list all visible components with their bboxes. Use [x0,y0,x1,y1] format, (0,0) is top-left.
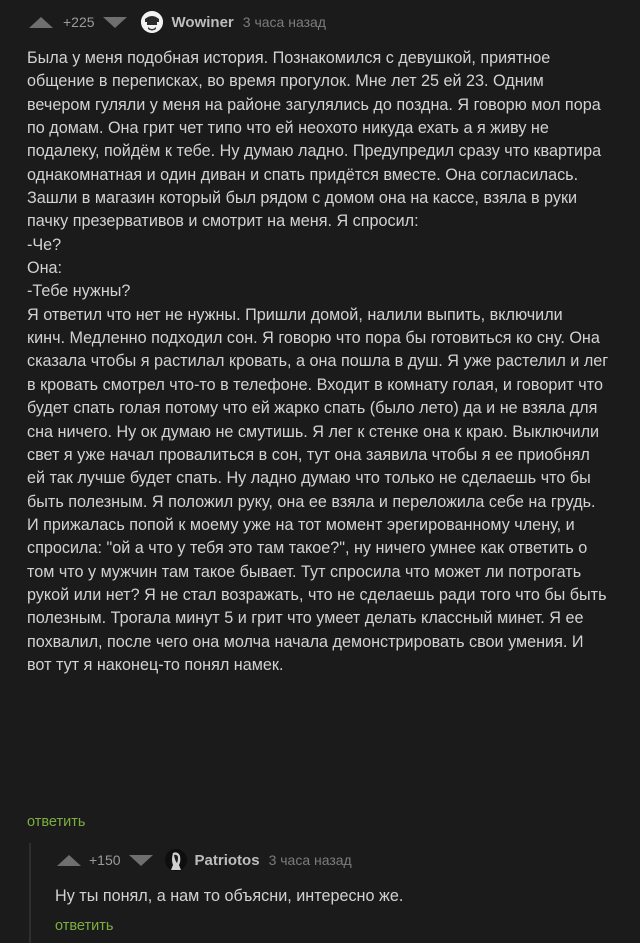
comment-header [29,10,609,34]
user-avatar[interactable] [141,11,163,33]
comment-text: Ну ты понял, а нам то объясни, интересно же. [55,887,404,905]
avatar-silhouette-icon [165,849,187,871]
downvote-arrow-icon[interactable] [129,855,153,866]
upvote-arrow-icon[interactable] [57,855,81,866]
avatar-face-icon [141,11,163,33]
comment-header [57,848,617,872]
user-avatar[interactable] [165,849,187,871]
reply-link[interactable]: ответить [55,918,114,934]
downvote-arrow-icon[interactable] [103,17,127,28]
comment-username[interactable]: Patriotos [194,851,260,869]
comment-time[interactable]: 3 часа назад [268,852,352,868]
reply-link[interactable]: ответить [27,814,86,830]
comment-rating: +150 [89,852,121,868]
comment-text: Была у меня подобная история. Познакомился с девушкой, приятное общение в переписках, во время прогулок. Мне лет 25 ей 23. Одним вечером гуляли у меня на районе загулялись до поздна. Я говорю мол пора по домам. Она грит чет типо что ей неохото никуда ехать а я живу не подалеку, пойдём к тебе. Ну думаю ладно. Предупредил сразу что квартира однакомнатная и один диван и спать придётся вместе. Она согласилась. Зашли в магазин который был рядом с домом она на кассе, взяла в руки пачку презервативов и смотрит на меня. Я спросил: -Че? Она: -Тебе нужны? Я ответил что нет не нужны. Пришли домой, налили выпить, включили кинч. Медленно подходил сон. Я говорю что пора бы готовиться ко сну. Она сказала чтобы я растилал кровать, а она пошла в душ. Я уже растелил и лег в кровать смотрел что-то в телефоне. Входит в комнату голая, и говорит что будет спать голая потому что ей жарко спать (было лето) да и не взяла для сна ничего. Ну ок думаю не смутишь. Я лег к стенке она к краю. Выключили свет я уже начал провалиться в сон, тут она заявила чтобы я ее приобнял ей так лучше будет спать. Ну ладно думаю что только не сделаешь что бы быть полезным. Я положил руку, она ее взяла и переложила себе на грудь. И прижалась попой к моему уже на тот момент эрегированному члену, и спросила: "ой а что у тебя это там такое?", ну ничего умнее как ответить о том что у мужчин там такое бывает. Тут спросила что может ли потрогать рукой или нет? Я не стал возражать, что не сделаешь ради того что бы быть полезным. Трогала минут 5 и грит что умеет делать классный минет. Я ее похвалил, после чего она молча начала демонстрировать свои умения. И вот тут я наконец-то понял намек. [27,49,609,674]
thread-line [29,843,31,943]
comment-username[interactable]: Wowiner [171,13,234,31]
comment-time[interactable]: 3 часа назад [242,14,326,30]
upvote-arrow-icon[interactable] [29,17,53,28]
comment-rating: +225 [63,14,95,30]
